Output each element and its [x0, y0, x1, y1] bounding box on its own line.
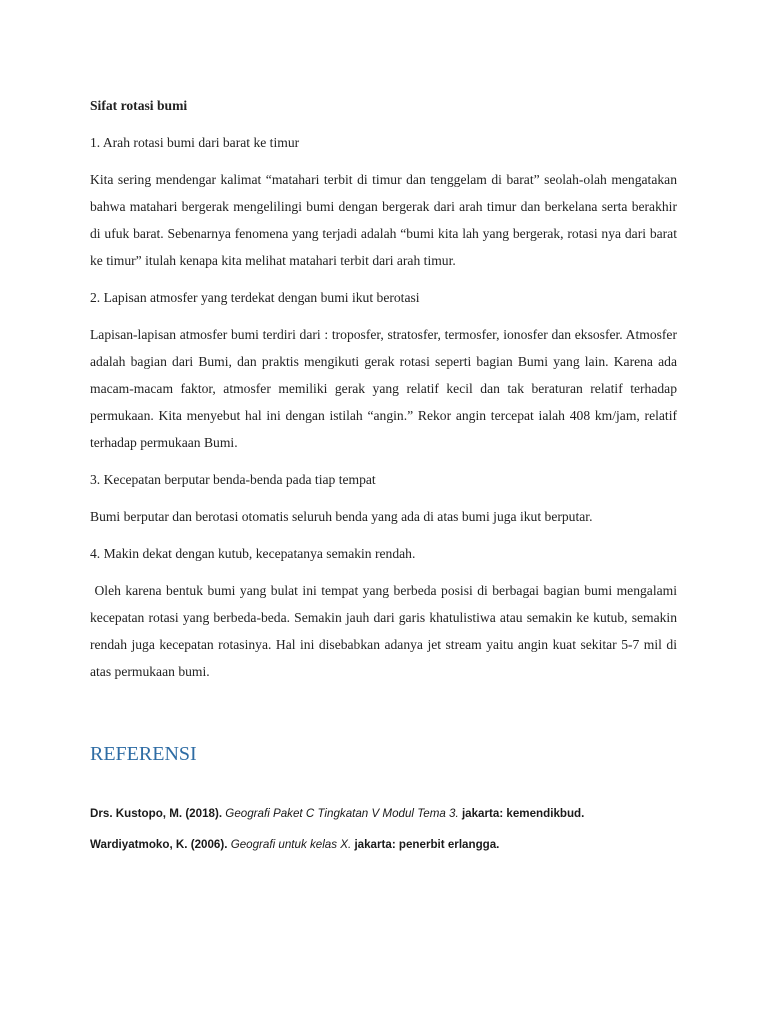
document-title: Sifat rotasi bumi [90, 98, 188, 113]
reference-publisher: jakarta: penerbit erlangga. [354, 838, 500, 851]
section-heading-4: 4. Makin dekat dengan kutub, kecepatanya semakin rendah. [90, 546, 416, 561]
section-heading-3: 3. Kecepatan berputar benda-benda pada tiap tempat [90, 472, 376, 487]
section-heading-2: 2. Lapisan atmosfer yang terdekat dengan bumi ikut berotasi [90, 290, 420, 305]
reference-work: Geografi Paket C Tingkatan V Modul Tema 3. [225, 807, 459, 820]
section-heading-1: 1. Arah rotasi bumi dari barat ke timur [90, 135, 300, 150]
section-paragraph-2: Lapisan-lapisan atmosfer bumi terdiri dari : troposfer, stratosfer, termosfer, ionosfer dan eksosfer. Atmosfer adalah bagian dari Bumi, dan praktis mengikuti gerak rotasi seperti bagian Bumi yang lain. Karena ada macam-macam faktor, atmosfer memiliki gerak yang relatif kecil dan tak beraturan relatif terhadap permukaan. Kita menyebut hal ini dengan istilah “angin.” Rekor angin tercepat ialah 408 km/jam, relatif terhadap permukaan Bumi. [90, 327, 677, 450]
reference-author: Drs. Kustopo, M. (2018). [90, 807, 223, 820]
section-paragraph-1: Kita sering mendengar kalimat “matahari terbit di timur dan tenggelam di barat” seolah-olah mengatakan bahwa matahari bergerak mengelilingi bumi dengan bergerak dari arah timur dan berkelana serta berakhir di ufuk barat. Sebenarnya fenomena yang terjadi adalah “bumi kita lah yang bergerak, rotasi nya dari barat ke timur” itulah kenapa kita melihat matahari terbit dari arah timur. [90, 172, 677, 268]
reference-work: Geografi untuk kelas X. [230, 838, 352, 851]
reference-publisher: jakarta: kemendikbud. [461, 807, 585, 820]
reference-item [90, 806, 677, 822]
references-heading: REFERENSI [90, 743, 197, 765]
reference-author: Wardiyatmoko, K. (2006). [90, 838, 228, 851]
references-list [90, 806, 677, 853]
section-paragraph-3: Bumi berputar dan berotasi otomatis seluruh benda yang ada di atas bumi juga ikut berputar. [90, 509, 593, 524]
reference-item [90, 837, 677, 853]
document-page [90, 92, 681, 868]
section-paragraph-4: Oleh karena bentuk bumi yang bulat ini tempat yang berbeda posisi di berbagai bagian bumi mengalami kecepatan rotasi yang berbeda-beda. Semakin jauh dari garis khatulistiwa atau semakin ke kutub, semakin rendah juga kecepatan rotasinya. Hal ini disebabkan adanya jet stream yaitu angin kuat sekitar 5-7 mil di atas permukaan bumi. [90, 583, 681, 679]
